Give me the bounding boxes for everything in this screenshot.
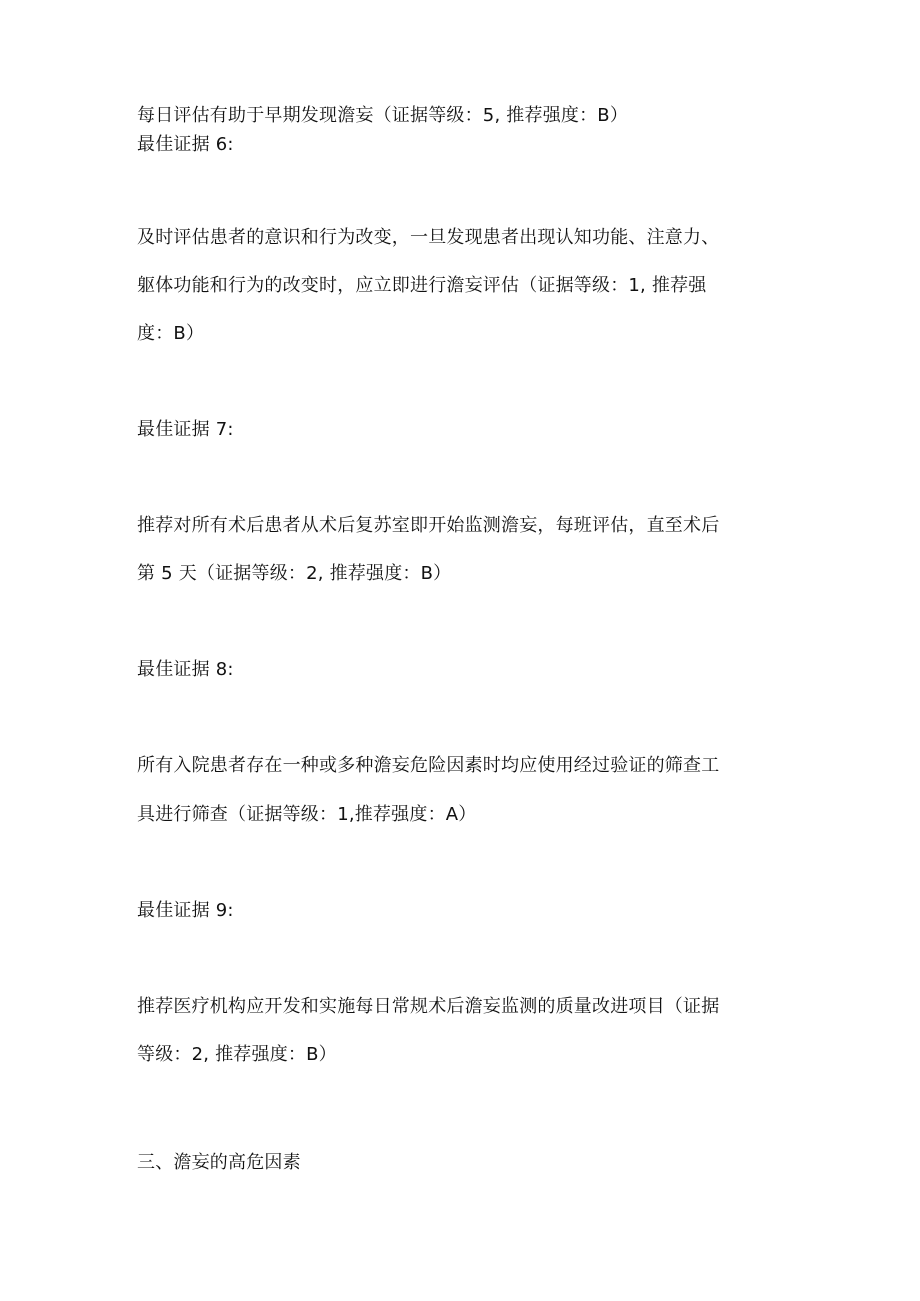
paragraph-line: 及时评估患者的意识和行为改变，一旦发现患者出现认知功能、注意力、 [137, 227, 720, 248]
paragraph-line: 等级：2, 推荐强度：B） [137, 1044, 337, 1065]
paragraph-line: 度：B） [137, 323, 205, 344]
paragraph-line: 推荐对所有术后患者从术后复苏室即开始监测澹妄，每班评估，直至术后 [137, 515, 720, 536]
evidence-heading-6: 最佳证据 6: [137, 134, 234, 155]
paragraph-line: 每日评估有助于早期发现澹妄（证据等级：5, 推荐强度：B） [137, 105, 629, 126]
evidence-heading-7: 最佳证据 7: [137, 419, 234, 440]
paragraph-line: 具进行筛查（证据等级：1,推荐强度：A） [137, 804, 477, 825]
evidence-heading-9: 最佳证据 9: [137, 900, 234, 921]
evidence-heading-8: 最佳证据 8: [137, 659, 234, 680]
paragraph-line: 所有入院患者存在一种或多种澹妄危险因素时均应使用经过验证的筛查工 [137, 755, 720, 776]
paragraph-line: 推荐医疗机构应开发和实施每日常规术后澹妄监测的质量改进项目（证据 [137, 996, 720, 1017]
paragraph-line: 躯体功能和行为的改变时，应立即进行澹妄评估（证据等级：1, 推荐强 [137, 275, 707, 296]
paragraph-line: 第 5 天（证据等级：2, 推荐强度：B） [137, 563, 452, 584]
section-heading-3: 三、澹妄的高危因素 [137, 1152, 301, 1173]
